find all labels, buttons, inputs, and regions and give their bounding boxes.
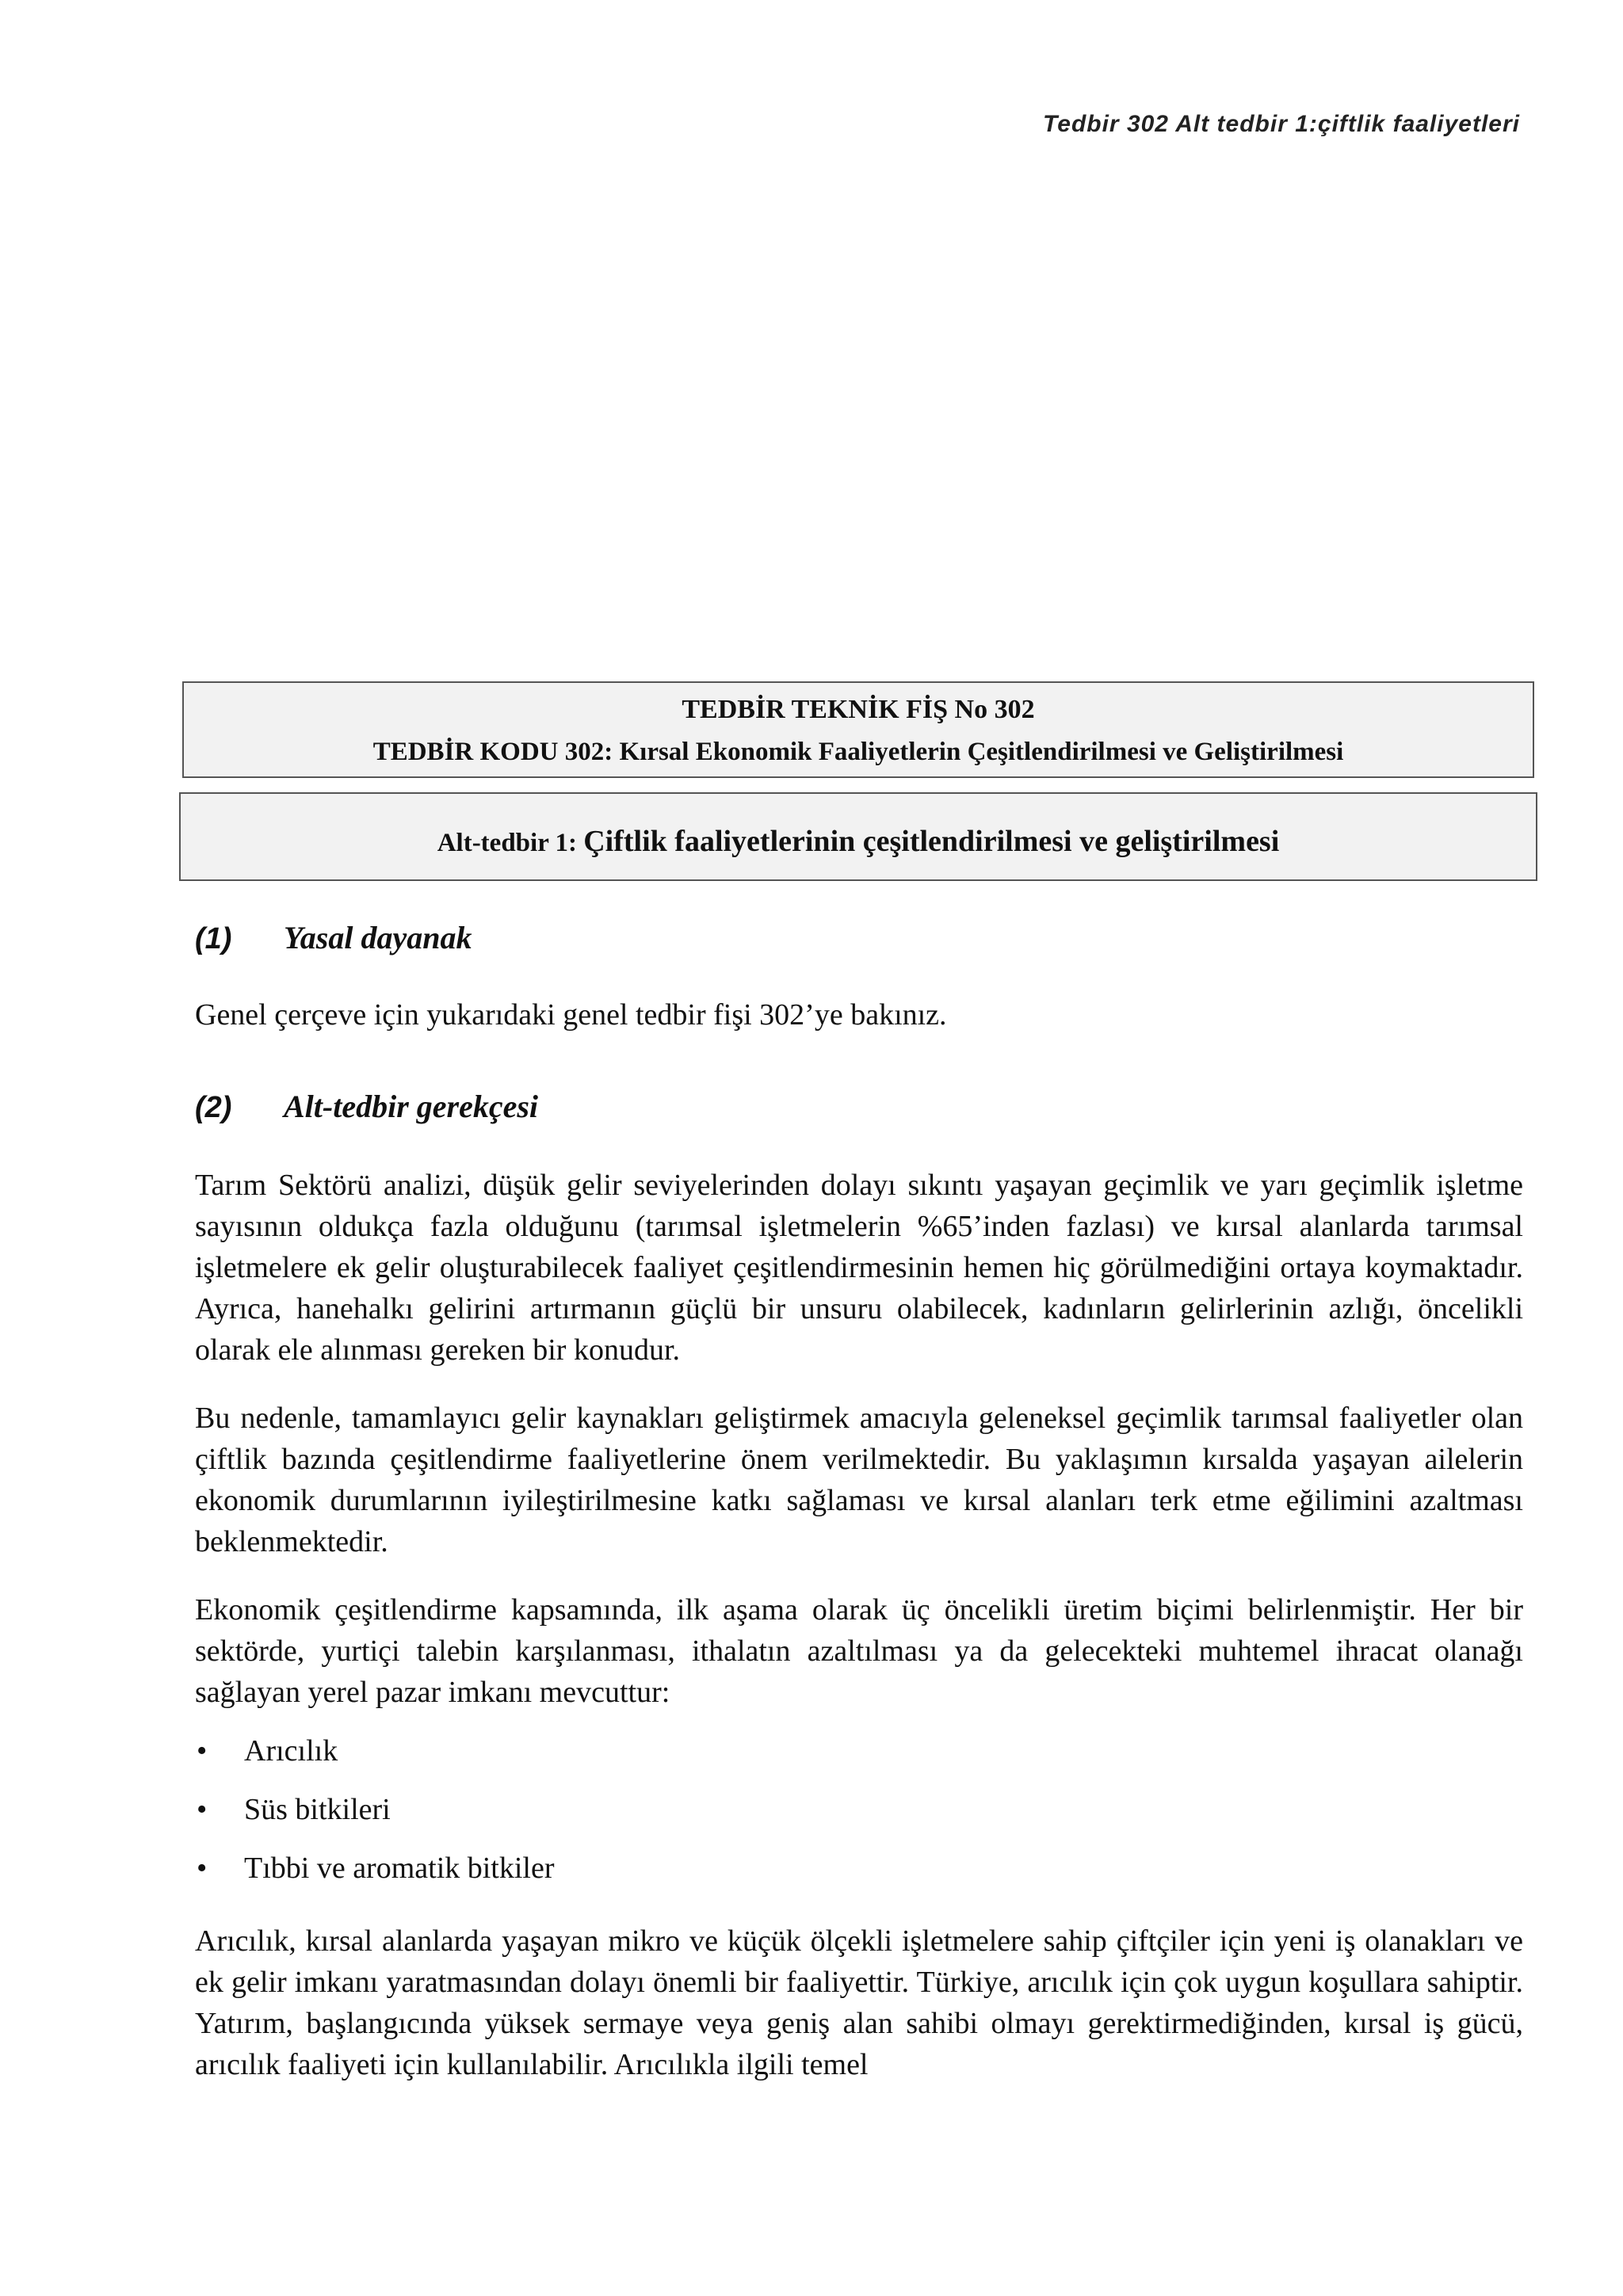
section-heading	[195, 1088, 1523, 1125]
submeasure-label: Alt-tedbir 1:	[437, 829, 584, 857]
bullet-icon: •	[197, 1793, 208, 1826]
measure-sheet-number: TEDBİR TEKNİK FİŞ No 302	[682, 695, 1035, 724]
list-item	[195, 1730, 1523, 1772]
running-header: Tedbir 302 Alt tedbir 1:çiftlik faaliyetleri	[1043, 111, 1520, 137]
document-body	[195, 919, 1523, 2085]
section-title: Alt-tedbir gerekçesi	[284, 1089, 539, 1124]
list-item-text: Arıcılık	[244, 1734, 338, 1768]
paragraph: Arıcılık, kırsal alanlarda yaşayan mikro ve küçük ölçekli işletmelere sahip çiftçiler için yeni iş olanakları ve ek gelir imkanı yaratmasından dolayı önemli bir faaliyettir. Türkiye, arıcılık için çok uygun koşullara sahiptir. Yatırım, başlangıcında yüksek sermaye veya geniş alan sahibi olmayı gerektirmediğinden, kırsal iş gücü, arıcılık faaliyeti için kullanılabilir. Arıcılıkla ilgili temel	[195, 1924, 1523, 2081]
paragraph: Tarım Sektörü analizi, düşük gelir seviyelerinden dolayı sıkıntı yaşayan geçimlik ve yarı geçimlik işletme sayısının oldukça fazla olduğunu (tarımsal işletmelerin %65’inden fazlası) ve kırsal alanlarda tarımsal işletmelere ek gelir oluşturabilecek faaliyet çeşitlendirmesinin hemen hiç görülmediğini ortaya koymaktadır. Ayrıca, hanehalkı gelirini artırmanın güçlü bir unsuru olabilecek, kadınların gelirlerinin azlığı, öncelikli olarak ele alınması gereken bir konudur.	[195, 1169, 1523, 1367]
paragraph: Genel çerçeve için yukarıdaki genel tedbir fişi 302’ye bakınız.	[195, 998, 947, 1032]
measure-code-title: TEDBİR KODU 302: Kırsal Ekonomik Faaliyetlerin Çeşitlendirilmesi ve Geliştirilmesi	[372, 738, 1344, 766]
paragraph: Ekonomik çeşitlendirme kapsamında, ilk aşama olarak üç öncelikli üretim biçimi belirlenmiştir. Her bir sektörde, yurtiçi talebin karşılanması, ithalatın azaltılması ya da gelecekteki muhtemel ihracat olanağı sağlayan yerel pazar imkanı mevcuttur:	[195, 1593, 1523, 1709]
section-title: Yasal dayanak	[284, 920, 472, 955]
section-number: (2)	[195, 1091, 232, 1124]
section-number: (1)	[195, 922, 232, 955]
list-item-text: Tıbbi ve aromatik bitkiler	[244, 1852, 555, 1885]
section-heading	[195, 919, 1523, 956]
list-item	[195, 1848, 1523, 1889]
bullet-list	[195, 1730, 1523, 1889]
bullet-icon: •	[197, 1852, 208, 1885]
paragraph: Bu nedenle, tamamlayıcı gelir kaynakları geliştirmek amacıyla geleneksel geçimlik tarımsal faaliyetler olan çiftlik bazında çeşitlendirme faaliyetlerine önem verilmektedir. Bu yaklaşımın kırsalda yaşayan ailelerin ekonomik durumlarının iyileştirilmesine katkı sağlaması ve kırsal alanları terk etme eğilimini azaltması beklenmektedir.	[195, 1402, 1523, 1558]
submeasure-title: Çiftlik faaliyetlerinin çeşitlendirilmesi ve geliştirilmesi	[583, 825, 1280, 858]
measure-header-box	[182, 681, 1534, 778]
submeasure-box	[179, 792, 1537, 881]
list-item	[195, 1789, 1523, 1830]
list-item-text: Süs bitkileri	[244, 1793, 391, 1826]
bullet-icon: •	[197, 1734, 208, 1768]
